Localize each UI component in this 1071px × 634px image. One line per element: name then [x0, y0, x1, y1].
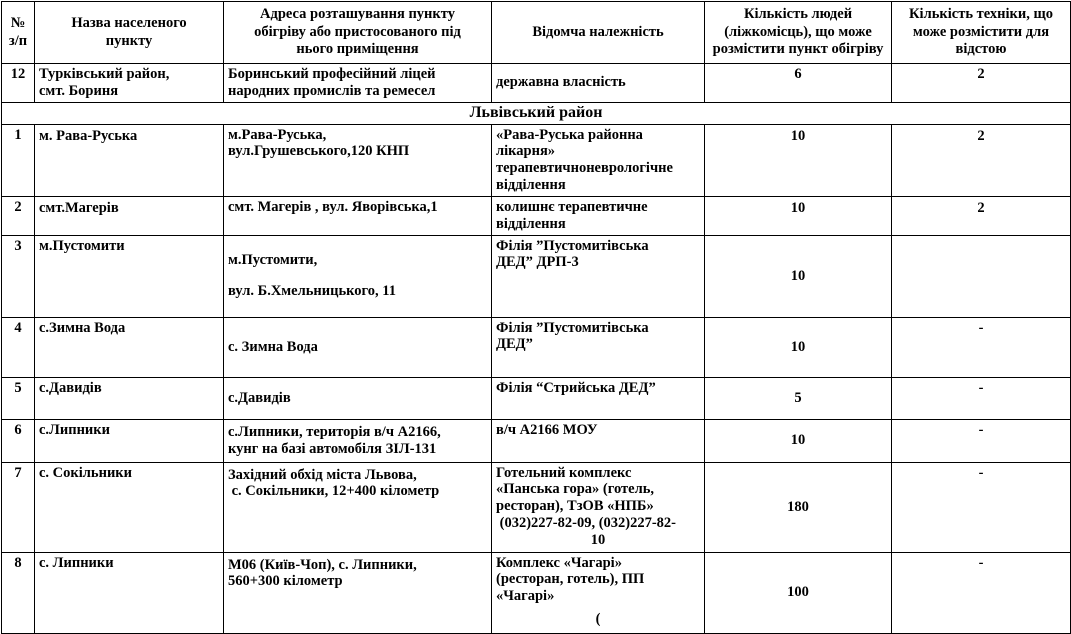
- row-settlement: [35, 462, 224, 552]
- header-address-line-3: нього приміщення: [296, 41, 419, 58]
- row-people-capacity: 10: [705, 317, 892, 377]
- row-department: [492, 124, 705, 196]
- header-address-line-2: обігріву або пристосованого під: [254, 23, 461, 40]
- row-technique-capacity: -: [892, 552, 1071, 633]
- row-department: [492, 419, 705, 462]
- department-line: Філія “Стрийська ДЕД”: [496, 379, 656, 396]
- department-line: «Чагарі»: [496, 588, 555, 605]
- settlement-line: смт.Магерів: [39, 199, 119, 216]
- header-technique-line-1: Кількість техніки, що: [909, 6, 1053, 23]
- row-settlement: [35, 64, 224, 103]
- department-line: Філія ”Пустомитівська: [496, 237, 649, 254]
- row-settlement: [35, 419, 224, 462]
- header-people-line-3: розмістити пункт обігріву: [712, 41, 884, 58]
- row-people-capacity: 10: [705, 196, 892, 235]
- header-address-line-1: Адреса розташування пункту: [260, 6, 455, 23]
- header-department-line-1: Відомча належність: [532, 23, 664, 40]
- row-department: [492, 462, 705, 552]
- department-phone-line: (032)227-82-09, (032)227-82-: [496, 514, 677, 531]
- section-banner-row: [2, 102, 1071, 124]
- row-technique-capacity: 2: [892, 64, 1071, 103]
- column-header-settlement: [35, 2, 224, 64]
- department-line: державна власність: [496, 74, 626, 91]
- row-address: [224, 317, 492, 377]
- row-settlement: [35, 552, 224, 633]
- address-line: вул.Грушевського,120 КНП: [228, 143, 410, 160]
- table-header: [2, 2, 1071, 64]
- row-department: [492, 235, 705, 317]
- settlement-line: Турківський район,: [39, 66, 170, 82]
- row-number: 12: [2, 64, 35, 103]
- header-settlement-line-1: Назва населеного: [71, 15, 187, 32]
- table-row: [2, 419, 1071, 462]
- address-line: вул. Б.Хмельницького, 11: [228, 283, 396, 299]
- address-line: Західний обхід міста Львова,: [228, 466, 417, 483]
- table-row: [2, 552, 1071, 633]
- row-address: [224, 124, 492, 196]
- department-line: Готельний комплекс: [496, 464, 632, 481]
- header-people-line-2: (ліжкомісць), що може: [724, 23, 872, 40]
- header-settlement-line-2: пункту: [105, 32, 153, 49]
- row-address: [224, 64, 492, 103]
- row-number: 4: [2, 317, 35, 377]
- row-number: 1: [2, 124, 35, 196]
- settlement-line: с.Давидів: [39, 379, 102, 396]
- row-number: 5: [2, 377, 35, 419]
- department-line: лікарня»: [496, 143, 556, 160]
- department-line: відділення: [496, 177, 566, 194]
- document-sheet: [0, 1, 1071, 628]
- address-line: с. Зимна Вода: [228, 338, 318, 355]
- table-row: [2, 317, 1071, 377]
- header-row: [2, 2, 1071, 64]
- department-line: «Рава-Руська районна: [496, 126, 643, 143]
- settlement-line: с. Липники: [39, 554, 114, 571]
- row-people-capacity: 180: [705, 462, 892, 552]
- column-header-people-capacity: [705, 2, 892, 64]
- row-technique-capacity: 2: [892, 124, 1071, 196]
- row-department: [492, 317, 705, 377]
- row-address: [224, 419, 492, 462]
- row-address: [224, 235, 492, 317]
- department-line: терапевтичноневрологічне: [496, 160, 673, 177]
- row-number: 6: [2, 419, 35, 462]
- row-department: [492, 377, 705, 419]
- department-line: «Панська гора» (готель,: [496, 481, 655, 498]
- department-line: ДЕД”: [496, 336, 533, 353]
- row-settlement: [35, 124, 224, 196]
- row-number: 2: [2, 196, 35, 235]
- row-settlement: [35, 377, 224, 419]
- department-line: ДЕД” ДРП-3: [496, 254, 579, 271]
- department-line: (ресторан, готель), ПП: [496, 571, 645, 588]
- row-technique-capacity: -: [892, 462, 1071, 552]
- department-phone-line: 10: [590, 531, 606, 548]
- row-address: [224, 552, 492, 633]
- row-people-capacity: 10: [705, 124, 892, 196]
- address-line: смт. Магерів , вул. Яворівська,1: [228, 198, 438, 215]
- table-body: [2, 64, 1071, 634]
- table-row: [2, 235, 1071, 317]
- row-technique-capacity: -: [892, 317, 1071, 377]
- department-trailing-paren: (: [595, 610, 601, 627]
- row-number: 7: [2, 462, 35, 552]
- row-address: [224, 377, 492, 419]
- settlement-line: м. Рава-Руська: [39, 127, 138, 144]
- department-line: Комплекс «Чагарі»: [496, 554, 622, 571]
- row-people-capacity: 100: [705, 552, 892, 633]
- header-technique-line-2: може розмістити для: [912, 23, 1050, 40]
- row-address: [224, 196, 492, 235]
- address-line: м.Рава-Руська,: [228, 126, 327, 143]
- row-settlement: [35, 235, 224, 317]
- row-number: 8: [2, 552, 35, 633]
- row-people-capacity: 10: [705, 235, 892, 317]
- column-header-number: [2, 2, 35, 64]
- row-technique-capacity: -: [892, 377, 1071, 419]
- header-number-line-2: з/п: [8, 32, 28, 49]
- row-department: [492, 552, 705, 633]
- section-banner-label: Львівський район: [2, 102, 1071, 124]
- row-department: [492, 196, 705, 235]
- header-people-line-1: Кількість людей: [743, 6, 853, 23]
- warming-points-table: [1, 1, 1071, 634]
- table-row: [2, 196, 1071, 235]
- address-line: с.Давидів: [228, 389, 291, 406]
- row-address: [224, 462, 492, 552]
- header-technique-line-3: відстою: [955, 41, 1007, 58]
- row-technique-capacity: [892, 235, 1071, 317]
- table-row: [2, 377, 1071, 419]
- header-number-line-1: №: [10, 15, 26, 32]
- table-row: [2, 462, 1071, 552]
- settlement-line: м.Пустомити: [39, 237, 125, 254]
- settlement-line: с.Зимна Вода: [39, 319, 126, 336]
- row-technique-capacity: -: [892, 419, 1071, 462]
- column-header-address: [224, 2, 492, 64]
- row-people-capacity: 10: [705, 419, 892, 462]
- table-row: [2, 64, 1071, 103]
- address-line: м.Пустомити,: [228, 252, 318, 269]
- column-header-technique-capacity: [892, 2, 1071, 64]
- settlement-line: с. Сокільники: [39, 464, 133, 481]
- address-line: Боринський професійний ліцей: [228, 66, 436, 82]
- address-line: 560+300 кілометр: [228, 573, 343, 590]
- settlement-line: смт. Бориня: [39, 82, 119, 99]
- department-line: колишнє терапевтичне: [496, 198, 648, 215]
- address-line: М06 (Київ-Чоп), с. Липники,: [228, 556, 417, 573]
- department-line: в/ч А2166 МОУ: [496, 421, 598, 438]
- row-people-capacity: 6: [705, 64, 892, 103]
- row-department: [492, 64, 705, 103]
- row-technique-capacity: 2: [892, 196, 1071, 235]
- row-settlement: [35, 317, 224, 377]
- address-line: народних промислів та ремесел: [228, 82, 436, 99]
- column-header-department: [492, 2, 705, 64]
- department-line: ресторан), ТзОВ «НПБ»: [496, 498, 654, 515]
- settlement-line: с.Липники: [39, 421, 110, 438]
- department-line: відділення: [496, 215, 566, 232]
- row-settlement: [35, 196, 224, 235]
- address-line: с. Сокільники, 12+400 кілометр: [228, 483, 440, 500]
- address-line: кунг на базі автомобіля ЗІЛ-131: [228, 440, 437, 457]
- table-row: [2, 124, 1071, 196]
- department-line: Філія ”Пустомитівська: [496, 319, 649, 336]
- row-number: 3: [2, 235, 35, 317]
- address-line: с.Липники, територія в/ч А2166,: [228, 423, 441, 440]
- row-people-capacity: 5: [705, 377, 892, 419]
